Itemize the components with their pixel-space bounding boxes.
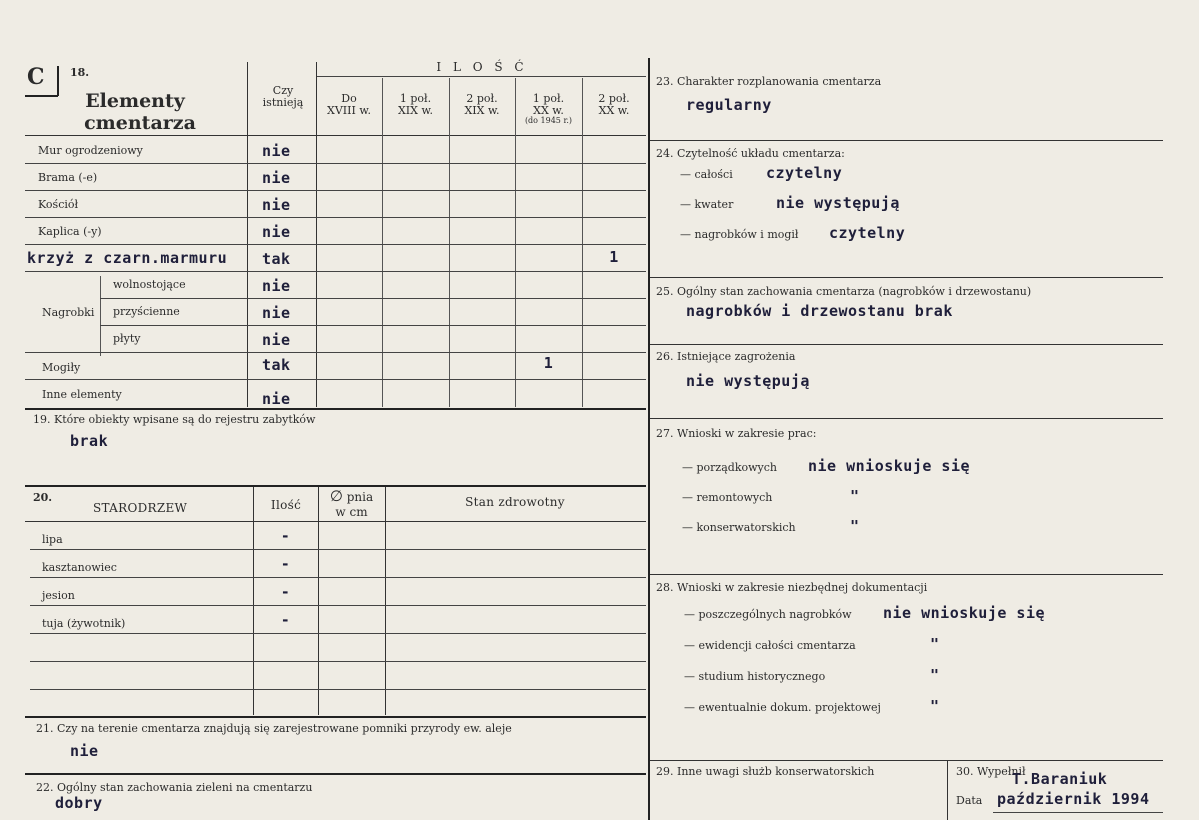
table-row-line xyxy=(25,217,646,218)
nagrobki-type-label: przyścienne xyxy=(113,305,180,318)
list-item-value: czytelny xyxy=(766,164,843,182)
list-item-value: nie wnioskuje się xyxy=(883,604,1046,622)
element-label: Kaplica (-y) xyxy=(38,225,102,238)
period-header-l1: 2 poł. xyxy=(466,92,498,105)
element-exists: nie xyxy=(262,223,291,241)
s27-label: 27. Wnioski w zakresie prac: xyxy=(656,427,817,440)
s20-diam-header xyxy=(318,487,385,519)
s28-label: 28. Wnioski w zakresie niezbędnej dokumentacji xyxy=(656,581,928,594)
s19-value: brak xyxy=(70,432,109,450)
list-item-value: " xyxy=(850,487,860,505)
elements-title-line2: cmentarza xyxy=(84,112,196,134)
s30-vline xyxy=(947,760,948,820)
s30-date-line xyxy=(993,812,1163,813)
tree-row-line xyxy=(30,549,646,550)
s20-vline-qty xyxy=(253,487,254,715)
period-header-l2: XX w. xyxy=(598,104,630,117)
page-center-divider xyxy=(648,58,650,820)
grid-vline-p3 xyxy=(449,78,450,407)
s23-value: regularny xyxy=(686,96,772,114)
table-row-line xyxy=(25,190,646,191)
period-header-l1: 2 poł. xyxy=(598,92,630,105)
table-row-line xyxy=(25,244,646,245)
tree-name: jesion xyxy=(42,589,75,602)
s25-value: nagrobków i drzewostanu brak xyxy=(686,302,953,320)
section-21-top-line xyxy=(25,716,646,718)
element-exists: nie xyxy=(262,169,291,187)
diameter-icon: ∅ xyxy=(329,487,343,505)
list-item-value: nie występują xyxy=(776,194,900,212)
table-row-line xyxy=(100,298,646,299)
elements-title-line1: Elementy xyxy=(85,90,185,112)
table-row-line xyxy=(25,379,646,380)
s27-top-line xyxy=(650,418,1163,419)
tree-row-line xyxy=(30,661,646,662)
s20-qty-header: Ilość xyxy=(270,498,302,512)
mogily-exists: tak xyxy=(262,356,291,374)
tree-qty: - xyxy=(280,527,291,545)
grid-vline-p5 xyxy=(582,78,583,407)
table-row-line xyxy=(25,352,646,353)
s20-title: STARODRZEW xyxy=(93,501,188,515)
nagrobki-exists: nie xyxy=(262,331,291,349)
tree-row-line xyxy=(30,577,646,578)
list-item-label: — kwater xyxy=(680,198,734,211)
s26-value: nie występują xyxy=(686,372,810,390)
period-header-l2: XVIII w. xyxy=(327,104,371,117)
period-header-l2: XX w. xyxy=(533,104,564,117)
s24-top-line xyxy=(650,140,1163,141)
s20-diam-l1: pnia xyxy=(346,490,374,504)
s19-label: 19. Które obiekty wpisane są do rejestru zabytków xyxy=(33,413,316,426)
mogily-qty-20c1: 1 xyxy=(543,354,554,372)
s20-health-header: Stan zdrowotny xyxy=(465,495,565,509)
section-letter-underline xyxy=(25,95,58,97)
period-header-l3: (do 1945 r.) xyxy=(524,116,573,125)
period-header-l1: Do xyxy=(341,92,357,105)
nagrobki-exists: nie xyxy=(262,277,291,295)
s28-top-line xyxy=(650,574,1163,575)
list-item-value: " xyxy=(930,697,940,715)
s29-label: 29. Inne uwagi służb konserwatorskich xyxy=(656,765,875,778)
tree-row-line xyxy=(30,605,646,606)
mogily-label: Mogiły xyxy=(42,361,81,374)
s20-header-bottom xyxy=(25,521,646,522)
s30-name: T.Baraniuk xyxy=(1012,770,1108,788)
nagrobki-type-label: płyty xyxy=(113,332,141,345)
s21-value: nie xyxy=(70,742,99,760)
tree-qty: - xyxy=(280,611,291,629)
list-item-value: nie wnioskuje się xyxy=(808,457,971,475)
tree-qty: - xyxy=(280,583,291,601)
exists-header-line2: istnieją xyxy=(262,96,304,109)
element-exists: nie xyxy=(262,142,291,160)
list-item-value: " xyxy=(850,517,860,535)
element-qty-20c2: 1 xyxy=(609,248,619,266)
nagrobki-exists: nie xyxy=(262,304,291,322)
element-label: Brama (-e) xyxy=(38,171,98,184)
list-item-value: " xyxy=(930,666,940,684)
list-item-label: — ewentualnie dokum. projektowej xyxy=(684,701,881,714)
section-letter-bar xyxy=(57,66,59,96)
period-header-l1: 1 poł. xyxy=(532,92,565,105)
s30-label: 30. Wypełnił xyxy=(956,765,1026,778)
list-item-label: — studium historycznego xyxy=(684,670,826,683)
list-item-label: — nagrobków i mogił xyxy=(680,228,799,241)
s26-top-line xyxy=(650,344,1163,345)
tree-row-line xyxy=(30,633,646,634)
s25-label: 25. Ogólny stan zachowania cmentarza (nagrobków i drzewostanu) xyxy=(656,285,1032,298)
list-item-label: — poszczególnych nagrobków xyxy=(684,608,852,621)
period-header-l2: XIX w. xyxy=(397,104,434,117)
element-exists: nie xyxy=(262,196,291,214)
list-item-label: — całości xyxy=(680,168,733,181)
table-row-line xyxy=(25,271,646,272)
quantity-header: I L O Ś Ć xyxy=(436,60,528,74)
section-letter: C xyxy=(27,64,45,90)
period-header-l2: XIX w. xyxy=(464,104,500,117)
list-item-label: — porządkowych xyxy=(682,461,777,474)
grid-vline-p2 xyxy=(382,78,383,407)
list-item-label: — remontowych xyxy=(682,491,773,504)
s22-label: 22. Ogólny stan zachowania zieleni na cmentarzu xyxy=(36,781,313,794)
tree-name: lipa xyxy=(42,533,63,546)
element-label: krzyż z czarn.marmuru xyxy=(27,249,228,267)
list-item-value: " xyxy=(930,635,940,653)
s20-diam-l2: w cm xyxy=(335,505,368,519)
s20-vline-health xyxy=(385,487,386,715)
s30-date: październik 1994 xyxy=(997,790,1150,808)
s25-top-line xyxy=(650,277,1163,278)
grid-vline-exists xyxy=(247,62,248,407)
period-header-l1: 1 poł. xyxy=(399,92,432,105)
s30-date-label: Data xyxy=(956,794,983,807)
element-label: Mur ogrodzeniowy xyxy=(38,144,143,157)
list-item-label: — ewidencji całości cmentarza xyxy=(684,639,856,652)
table-row-line xyxy=(100,325,646,326)
inne-exists: nie xyxy=(262,390,291,408)
tree-name: tuja (żywotnik) xyxy=(42,617,126,630)
s26-label: 26. Istniejące zagrożenia xyxy=(656,350,796,363)
s24-label: 24. Czytelność układu cmentarza: xyxy=(656,147,845,160)
list-item-value: czytelny xyxy=(829,224,906,242)
tree-name: kasztanowiec xyxy=(42,561,117,574)
inne-label: Inne elementy xyxy=(42,388,122,401)
quantity-underline xyxy=(316,76,646,77)
tree-row-line xyxy=(30,689,646,690)
element-label: Kościół xyxy=(38,198,79,211)
element-exists: tak xyxy=(262,250,291,268)
list-item-label: — konserwatorskich xyxy=(682,521,796,534)
table-row-line xyxy=(25,163,646,164)
tree-qty: - xyxy=(280,555,291,573)
s21-label: 21. Czy na terenie cmentarza znajdują się zarejestrowane pomniki przyrody ew. aleje xyxy=(36,722,512,735)
s20-vline-diam xyxy=(318,487,319,715)
s22-value: dobry xyxy=(55,794,103,812)
s20-number: 20. xyxy=(33,491,53,504)
nagrobki-type-label: wolnostojące xyxy=(113,278,186,291)
section-18-number: 18. xyxy=(70,66,90,79)
header-bottom-line xyxy=(25,135,646,136)
nagrobki-vline xyxy=(100,276,101,356)
exists-header-line1: Czy xyxy=(272,84,294,97)
section-22-top-line xyxy=(25,773,646,775)
s29-top-line xyxy=(650,760,1163,761)
s23-label: 23. Charakter rozplanowania cmentarza xyxy=(656,75,882,88)
grid-vline-p1 xyxy=(316,62,317,407)
nagrobki-label: Nagrobki xyxy=(42,306,95,319)
section-19-top-line xyxy=(25,408,646,410)
